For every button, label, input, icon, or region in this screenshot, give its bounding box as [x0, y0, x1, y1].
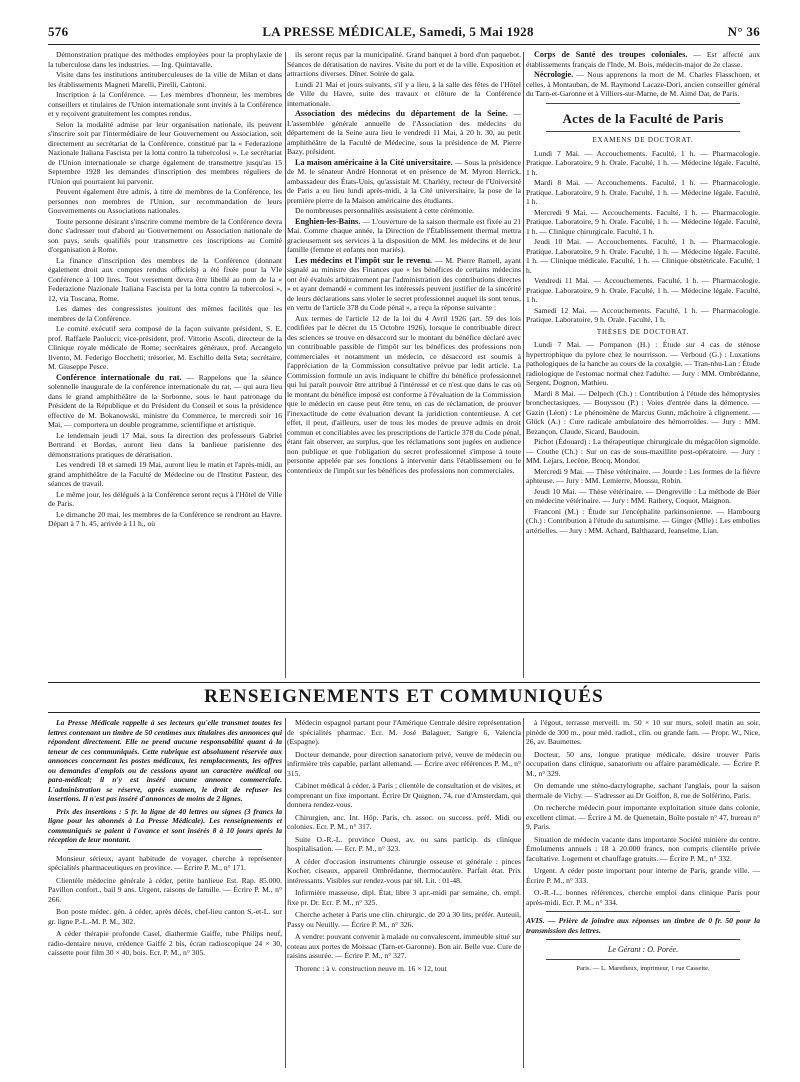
- article-heading: La maison américaine à la Cité universitaire.: [295, 157, 453, 167]
- page-header: [48, 24, 760, 44]
- issue-number: N° 36: [727, 24, 760, 39]
- section-rule: [546, 103, 740, 104]
- article-heading: Nécrologie.: [534, 70, 574, 79]
- section-rule: [48, 712, 760, 713]
- article-paragraph: [48, 217, 282, 255]
- classified-ad: Cabinet médical à céder, à Paris ; clientèle de consultation et de visites, et comprenant un fixe important. Écrire Dr Quignon, 74, rue d'Amsterdam, qui donnera rendez-vous.: [287, 781, 521, 809]
- classified-ad: Thorenc : à v. construction neuve m. 16 × 12, tout: [295, 963, 447, 973]
- exam-entry: Jeudi 10 Mai. — Accouchements. Faculté, 1 h. — Pharmacologie. Pratique. Laboratoire, 9 h. Orale. Faculté, 1 h. — Médecine légale. Faculté, 1 h. — Clinique médicale. Faculté, 1 h. — Clinique obstétricale. Faculté, 1 h.: [526, 237, 760, 275]
- article-text: Le comité exécutif sera composé de la façon suivante président, S. E. prof. Raffaele Paolucci; vice-président, prof. Vittorio Ascoli, directeur de la Clinique royale médicale de Rome; secrétaires généraux, prof. Arcangelo Ilvento, M. Federigo Bocchetti; trésorier, M. Eschillo della Seta; secrétaire, M. Giuseppe Pesce.: [48, 324, 282, 371]
- article-text: Les vendredi 18 et samedi 19 Mai, auront lieu le matin et l'après-midi, au grand amphithéâtre de la Faculté de Médecine ou de l'Institut Pasteur, des séances de travail.: [48, 460, 282, 488]
- thesis-entry: Mardi 8 Mai. — Delpech (Ch.) : Contribution à l'étude des hémoptysies bronchectasiques. — Bouyssou (P.) : Voies d'entrée dans la démence. — Gazin (Léon) : Le phénomène de Marcus Gunn, mâchoire à clignement. — Glück (A.) : Cure radicale ambulatoire des hémorroïdes. — Jury : MM. Bezançon, Claude, Sicard, Baudouin.: [526, 388, 760, 436]
- thesis-entry: Lundi 7 Mai. — Pompanon (H.) : Étude sur 4 cas de sténose hypertrophique du pylore chez le nourrisson. — Verboud (G.) : Luxations pathologiques de la hanche au cours de la coxalgie. — Tran-nhu-Lan : Étude radiologique de l'estomac normal chez l'adulte. — Jury : MM. Ombrédanne, Sergent, Dognon, Mathieu.: [526, 340, 760, 387]
- article-paragraph: [287, 206, 521, 216]
- article-text: — Nous apprenons la mort de M. Charles Flasschoen, et celles, à Montauban, de M. Raymond Lacaze-Dori, ancien conseiller général du Tarn-et-Garonne et à Villiers-sur-Marne, de M. Aimé Dat, de Paris.: [526, 70, 760, 98]
- classified-ad: Cherche acheter à Paris une clin. chirurgic. de 20 à 30 lits, préfér. Auteuil, Passy ou Neuilly. — Écrire P. M., n° 326.: [287, 910, 521, 929]
- gerant-line: Le Gérant : O. Porée.: [607, 945, 679, 954]
- article-paragraph: [48, 373, 282, 430]
- exam-entry: Samedi 12 Mai. — Accouchements. Faculté, 1 h. — Pharmacologie. Pratique. Laboratoire, 9 h. Orale. Faculté, 1 h.: [526, 305, 760, 324]
- exam-entry: Lundi 7 Mai. — Accouchements. Faculté, 1 h. — Pharmacologie. Pratique. Laboratoire, 9 h. Orale. Faculté, 1 h. — Médecine légale. Faculté, 1 h.: [526, 148, 760, 177]
- article-paragraph: [48, 460, 282, 489]
- article-text: Inscription à la Conférence. — Les membres d'honneur, les membres conseillers et titulaires de l'Union internationale sont invités à la Conférence et y reçoivent gratuitement les comptes rendus.: [48, 90, 282, 118]
- article-paragraph: [48, 304, 282, 323]
- article-paragraph: [287, 217, 521, 255]
- article-paragraph: [48, 90, 282, 119]
- exam-entry: Mercredi 9 Mai. — Accouchements. Faculté, 1 h. — Pharmacologie. Pratique. Laboratoire, 9 h. Orale. Faculté, 1 h. — Médecine légale. Faculté, 1 h. — Clinique chirurgicale. Faculté, 1 h.: [526, 207, 760, 236]
- article-text: — L'ouverture de la saison thermale est fixée au 21 Mai. Comme chaque année, la Direction de l'Établissement thermal mettra gracieusement ses services à la disposition de MM. les médecins et de leur famille (femme et enfants non mariés).: [287, 216, 521, 254]
- header-rule: [48, 44, 760, 45]
- article-text: Les dames des congressistes jouiront des mêmes facilités que les membres de la Conférence.: [48, 304, 282, 323]
- thesis-entry: Franconi (M.) : Étude sur l'encéphalite parkinsonienne. — Hambourg (Ch.) : Contribution à l'étude du saturnisme. — Ginger (Mlle) : Les embolies artérielles. — Jury : MM. Achard, Balthazard, Jeanselme, Lian.: [526, 506, 760, 535]
- pricing-paragraph: Prix des insertions : 5 fr. la ligne de 40 lettres ou signes (3 francs la ligne pour les abonnés à La Presse Médicale). Les renseignements et communiqués se paient à l'avance et sont insérés 8 à 10 jours après la réception de leur montant.: [48, 806, 282, 844]
- article-text: — Est affecté aux établissements français de l'Inde, M. Bois, médecin-major de 2e classe.: [526, 50, 760, 69]
- article-text: Le dimanche 20 mai, les membres de la Conférence se rendront au Havre. Départ à 7 h. 45, arrivée à 11 h., où: [48, 509, 282, 528]
- article-text: Le même jour, les délégués à la Conférence seront reçus à l'Hôtel de Ville de Paris.: [48, 489, 282, 508]
- article-text: Selon la modalité admise par leur organisation nationale, ils peuvent s'inscrire soit par l'intermédiaire de leur Gouvernement ou Association, soit directement au secrétariat de la Conférence, constitué par la « Federazione Nazionale Italiana Fascista per la lotta contro la tubercolosi ». Le secrétariat de l'Union internationale se charge également de transmettre jusqu'au 15 Septembre 1928 les demandes d'inscription des membres réguliers de l'Union qui pourraient lui parvenir.: [48, 119, 282, 186]
- article-paragraph: [287, 109, 521, 157]
- classified-ad: Urgent. A céder poste important pour interne de Paris, grande ville. — Écrire P. M., n° 333.: [526, 866, 760, 885]
- article-text: — L'assemblée générale annuelle de l'Association des médecins du département de la Seine aura lieu le vendredi 11 Mai, à 20 h. 30, au petit amphithéâtre de la Faculté de Médecine, sous la présidence de M. Pierre Bazy, président.: [287, 109, 521, 156]
- article-paragraph: [287, 80, 521, 109]
- classifieds-column-3: [526, 718, 760, 1074]
- thesis-entry: Mercredi 9 Mai. — Thèse vétérinaire. — Jourde : Les formes de la fièvre aphteuse. — Jury : MM. Lemierre, Moussu, Robin.: [526, 466, 760, 485]
- exam-entry: Vendredi 11 Mai. — Accouchements. Faculté, 1 h. — Pharmacologie. Pratique. Laboratoire, 9 h. Orale. Faculté, 1 h. — Médecine légale. Faculté, 1 h.: [526, 276, 760, 304]
- article-heading: Corps de Santé des troupes coloniales.: [534, 50, 688, 59]
- journal-title: LA PRESSE MÉDICALE, Samedi, 5 Mai 1928: [262, 24, 534, 39]
- article-text: — M. Pierre Ramell, ayant signalé au ministre des Finances que « les bénéfices de certains médecins ont été évalués arbitrairement par l'administration des contributions directes » et ayant demandé « comment les intéressés peuvent justifier de la sincérité de leurs déclarations sans violer le secret professionnel auquel ils sont tenus, en vertu de l'article 378 du Code pénal », a reçu la réponse suivante :: [287, 255, 521, 312]
- article-heading: Enghien-les-Bains.: [295, 216, 361, 226]
- article-paragraph: [48, 431, 282, 460]
- lower-columns: [48, 718, 760, 1074]
- article-text: Le lendemain jeudi 17 Mai, sous la direction des professeurs Gabriel Bertrand et Bordas, auront lieu dans la banlieue parisienne des démonstrations pratiques de dératisation.: [48, 430, 282, 459]
- column-3: [526, 50, 760, 680]
- classified-ad: A vendre: pouvant convenir à malade ou convalescent, immeuble situé sur coteau aux portes de Moissac (Tarn-et-Garonne). Bon air. Belle vue. Cure de raisins assurée. — Écrire P. M., n° 327.: [287, 932, 521, 960]
- article-paragraph: [48, 324, 282, 372]
- faculte-title: Actes de la Faculté de Paris: [562, 110, 724, 126]
- section-rule: [546, 131, 740, 132]
- article-paragraph: [526, 70, 760, 99]
- article-heading: Conférence internationale du rat.: [56, 372, 182, 382]
- classified-ad: Médecin espagnol partant pour l'Amérique Centrale désire représentation de spécialités pharmac. Ecr. M. José Balaguer, Sangre 6, Valencia (Espagne).: [287, 718, 521, 746]
- article-text: Lundi 21 Mai et jours suivants, s'il y a lieu, à la salle des fêtes de l'Hôtel de Ville du Havre, suite des travaux et clôture de la Conférence internationale.: [287, 79, 521, 108]
- avis-notice: AVIS. — Prière de joindre aux réponses un timbre de 0 fr. 50 pour la transmission des lettres.: [526, 916, 760, 935]
- article-text: Peuvent également être admis, à titre de membres de la Conférence, les personnes non membres de l'Union, sur recommandation de leurs Gouvernements ou Associations nationales.: [48, 187, 282, 215]
- section-rule: [546, 911, 740, 912]
- printer-line: Paris. — L. Maretheux, imprimeur, 1 rue Cassette.: [576, 964, 710, 972]
- classified-ad: Docteur demande, pour direction sanatorium privé, veuve de médecin ou infirmière très capable, parlant allemand. — Écrire avec références P. M., n° 315.: [287, 749, 521, 778]
- thesis-heading: THÈSES DE DOCTORAT.: [596, 327, 690, 336]
- classified-ad: Bon poste médec. gén. à céder, après décès, chef-lieu canton S.-et-L. sur gr. ligne P.-L.-M. P. M., 302.: [48, 907, 282, 926]
- thesis-entry: Jeudi 10 Mai. — Thèse vétérinaire. — Dengreville : La méthode de Bier en médecine vétérinaire. — Jury : MM. Rathery, Coquot, Maignon.: [526, 486, 760, 505]
- page-number: 576: [48, 24, 69, 39]
- classified-ad: Suite O.-R.-L. province Ouest, av. ou sans particip. ds clinique hospitalisation. — Ecr. P. M., n° 323.: [287, 834, 521, 853]
- article-paragraph: [48, 256, 282, 304]
- article-text: — Rappelons que la séance solennelle inaugurale de la conférence internationale du rat, — qui aura lieu dans le grand amphithéâtre de la Sorbonne, sous le haut patronage du Président de la République et du Président du Conseil et sous la présidence effective de M. Bokanowski, ministre du Commerce, le mercredi soir 16 Mai, — comportera un double programme, scientifique et artistique.: [48, 372, 282, 429]
- exam-heading: EXAMENS DE DOCTORAT.: [592, 136, 694, 144]
- section-rule: [546, 939, 740, 940]
- classified-ad: Docteur, 50 ans, longue pratique médicale, désire trouver Paris occupation dans clinique, sanatorium ou affaire paramédicale. — Écrire P. M., n° 329.: [526, 749, 760, 778]
- article-heading: Association des médecins du département de la Seine.: [295, 109, 508, 118]
- article-text: Visite dans les institutions antituberculeuses de la ville de Milan et dans les établissements Magneti Marelli, Pirelli, Cantoni.: [48, 70, 282, 89]
- thesis-entry: Pichot (Édouard) : La thérapeutique chirurgicale du mégacôlon sigmoïde. — Couthe (Ch.) : Sur un cas de sous-maxillite post-opératoire. — Jury : MM. Lejars, Lecène, Brocq, Mondor.: [526, 437, 760, 465]
- article-paragraph: [48, 70, 282, 89]
- classified-ad: Clientèle médecine générale à céder, petite banlieue Est. Rap. 85.000. Pavillon confort., bail 9 ans. Urgent, raisons de famille. — Écrire P. M., n° 266.: [48, 875, 282, 904]
- article-paragraph: [287, 314, 521, 476]
- upper-columns: [48, 50, 760, 680]
- classified-ad: On demande une sténo-dactylographe, sachant l'anglais, pour la saison thermale de Vichy. — S'adresser au Dr Goiffon, 8, rue de Solférino, Paris.: [526, 781, 760, 800]
- classifieds-column-2: [287, 718, 521, 1074]
- classified-ad: à l'égout, terrasse merveill. m. 50 × 10 sur murs, soleil matin au soir, pinède de 300 m., pour méd. radiol., clin. ou grande fam. — Propr. W., Nice, 26, av. Baumettes.: [526, 718, 760, 746]
- renseignements-title: RENSEIGNEMENTS ET COMMUNIQUÉS: [204, 686, 604, 707]
- article-text: ils seront reçus par la municipalité. Grand banquet à bord d'un paquebot. Séances de dératisation de navires. Visite du port et de la ville. Exposition et attractions diverses. Dîner. Soirée de gala.: [287, 50, 521, 78]
- article-paragraph: [287, 158, 521, 206]
- article-paragraph: [48, 120, 282, 187]
- article-text: Démonstration pratique des méthodes employées pour la prophylaxie de la tuberculose dans les industries. — Ing. Quintavalle.: [48, 50, 282, 69]
- classifieds-column-1: [48, 718, 282, 1074]
- section-rule: [546, 959, 740, 960]
- article-text: La finance d'inscription des membres de la Conférence (donnant également droit aux comptes rendus officiels) a été fixée pour la VIe Conférence à 100 lires. Tout versement devra être libellé au nom de la « Federazione Nazionale Italiana Fascista per la lotta contro la tubercolosi », 12, via Toscana, Rome.: [48, 255, 282, 303]
- classified-ad: Chirurgien, anc. Int. Hôp. Paris, ch. assoc. ou success. préf. Midi ou colonies. Ecr. P. M., n° 317.: [287, 812, 521, 831]
- section-rule: [68, 849, 262, 850]
- article-paragraph: [287, 256, 521, 313]
- article-paragraph: [48, 187, 282, 216]
- article-text: Aux termes de l'article 12 de la loi du 4 Avril 1926 (art. 59 des lois codifiées par le décret du 15 Octobre 1926), lorsque le contribuable direct des sciences se trouve en désaccord sur le montant du bénéfice déclaré avec un contribuable passible de l'impôt sur les bénéfices des professions non commerciales et notamment un médecin, ce désaccord est soumis à l'appréciation de la Commission consultative prévue par ledit article. La Commission formule un avis indiquant le chiffre du bénéfice professionnel qui lui paraît pouvoir être attribué à l'intéressé et ce n'est que dans le cas où le montant du bénéfice imposé est conforme à l'évaluation de la Commission que le médecin en cause peut être tenu, en cas de réclamation, de prouver l'inexactitude de cette évaluation devant la juridiction contentieuse. A cet effet, il peut, d'ailleurs, user de tous les modes de preuve admis en droit commun et conciliables avec les prescriptions de l'article 378 du Code pénal, étant fait observer, au surplus, que les réclamations sont jugées en audience non publique et que l'obligation du secret professionnel s'impose à toute personne appelée par ses fonctions à intervenir dans l'établissement ou le contentieux de l'impôt sur les bénéfices des professions non commerciales.: [287, 313, 521, 475]
- exam-entry: Mardi 8 Mai. — Accouchements. Faculté, 1 h. — Pharmacologie. Pratique. Laboratoire, 9 h. Orale. Faculté, 1 h. — Médecine légale. Faculté, 1 h.: [526, 178, 760, 206]
- classified-ad: A céder d'occasion instruments chirurgie osseuse et générale : pinces Kocher, ciseaux, appareil Ombrédanne, thermocautère. Parfait état. Prix intéressants. Visibles sur rendez-vous par tél. Lit. : 01-48.: [287, 856, 521, 885]
- classified-ad: Situation de médecin vacante dans importante Société minière du centre. Émoluments annuels : 18 à 20.000 francs, non compris clientèle privée facultative. Logement et chauffage gratuits. — Écrire P. M., n° 332.: [526, 834, 760, 863]
- article-text: Toute personne désirant s'inscrire comme membre de la Conférence devra donc s'adresser tout d'abord au Gouvernement ou Association nationale de son pays, seuls qualifiés pour transmettre ces inscriptions au Comité d'organisation à Rome.: [48, 216, 282, 254]
- classified-ad: O.-R.-L., bonnes références, cherche emploi dans clinique Paris pour après-midi. Ecr. P. M., n° 334.: [526, 888, 760, 907]
- article-text: De nombreuses personnalités assistaient à cette cérémonie.: [295, 206, 475, 215]
- column-1: [48, 50, 282, 680]
- classified-ad: Monsieur sérieux, ayant habitude de voyager, cherche à représenter spécialités pharmaceutiques en province. — Écrire P. M., n° 171.: [48, 853, 282, 872]
- classified-ad: A céder thérapie profonde Casel, diathermie Gaiffe, tube Philips neuf, radio-dentaire neuve, crédence Gaiffe 2 bis, écran radioscopique 24 × 30, caissette pour film 30 × 40, bois. Ecr. P. M., n° 305.: [48, 929, 282, 957]
- notice-paragraph: La Presse Médicale rappelle à ses lecteurs qu'elle transmet toutes les lettres contenant un timbre de 50 centimes aux titulaires des annonces qui répondent directement. Elle ne prend aucune responsabilité quant à la teneur de ces communiqués. Cette rubrique est absolument réservée aux annonces concernant les postes médicaux, les remplacements, les offres ou demandes d'emplois ou de cessions ayant un caractère médical ou para-médical; il n'y est inséré aucune annonce commerciale. L'administration se réserve, après examen, le droit de refuser les insertions. Il n'est pas inséré d'annonces de moins de 2 lignes.: [48, 718, 282, 803]
- article-paragraph: [48, 510, 282, 529]
- classified-ad: On recherche médecin pour importante exploitation située dans colonie, excellent climat. — Écrire à M. de Quenetain, Boîte postale n° 47, bureau n° 9, Paris.: [526, 803, 760, 831]
- column-2: [287, 50, 521, 680]
- section-rule: [48, 682, 760, 683]
- article-paragraph: [48, 50, 282, 69]
- article-paragraph: [287, 50, 521, 79]
- article-heading: Les médecins et l'impôt sur le revenu.: [295, 255, 433, 265]
- article-paragraph: [48, 490, 282, 509]
- article-text: — Sous la présidence de M. le sénateur André Honnorat et en présence de M. Myron Herrick, ambassadeur des États-Unis, qu'assistait M. Charléty, recteur de l'Université de Paris a eu lieu lundi après-midi, à la Cité universitaire, la pose de la première pierre de la Maison américaine des étudiants.: [287, 157, 521, 205]
- classified-ad: Infirmière masseuse, dipl. État, libre 3 apr.-midi par semaine, ch. empl. fixe pr. Dr. Ecr. P. M., n° 325.: [287, 888, 521, 907]
- article-paragraph: [526, 50, 760, 69]
